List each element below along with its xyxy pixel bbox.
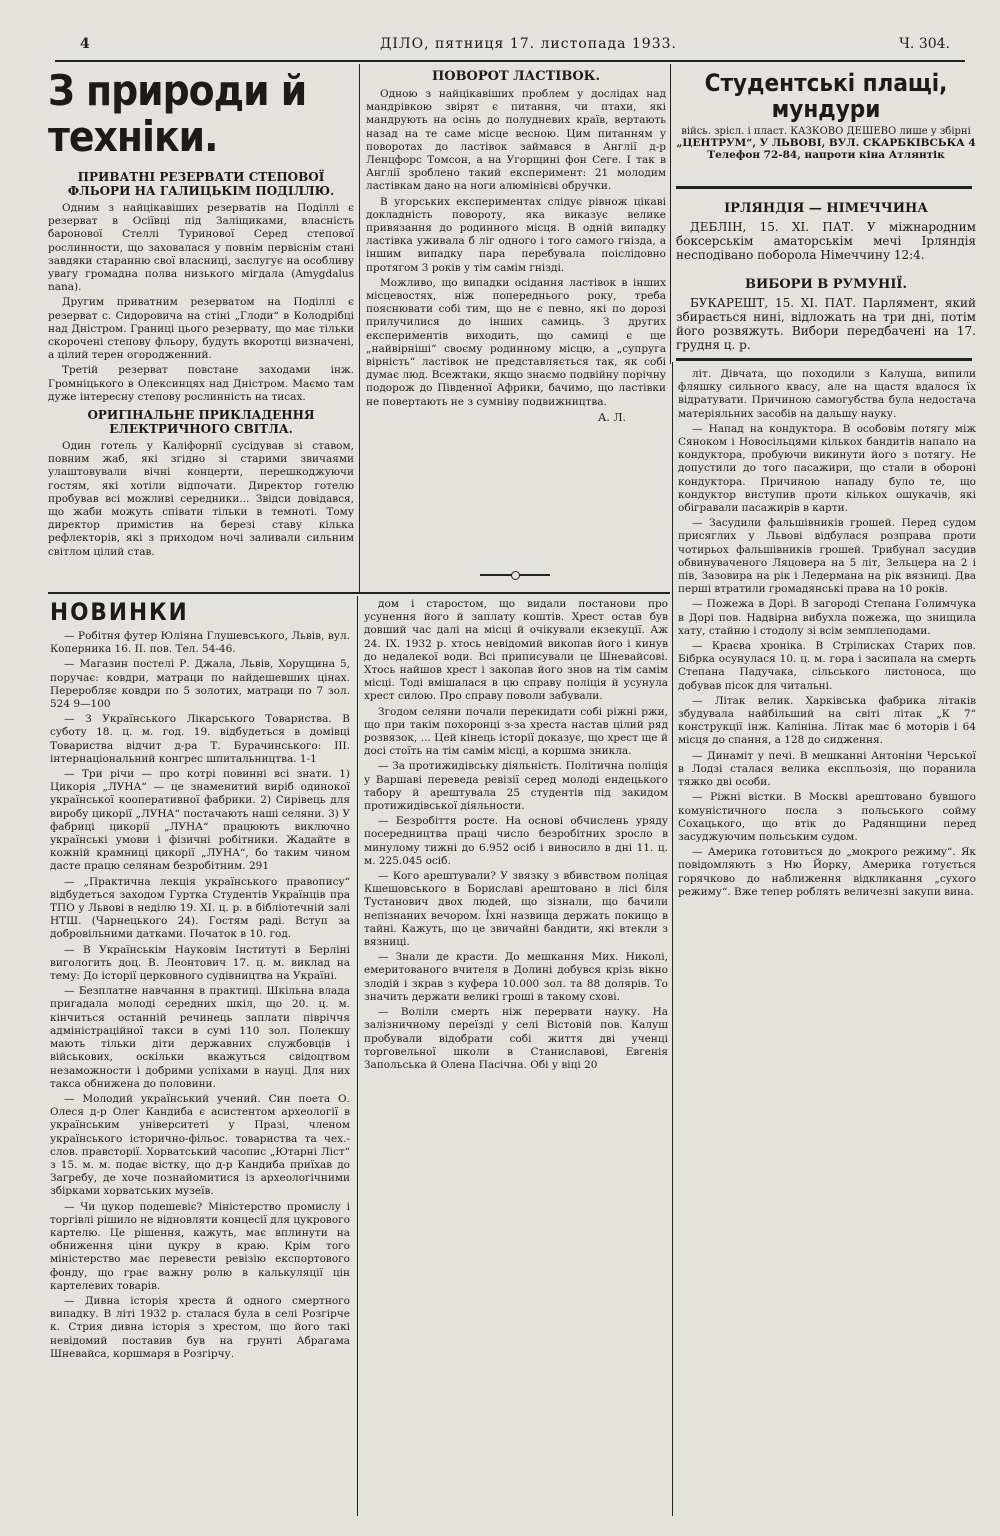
column-rule (359, 64, 360, 592)
section-rule (676, 186, 972, 189)
news-text: БУКАРЕШТ, 15. XI. ПАТ. Парлямент, який збирається нині, відложать на три дні, потім його розвяжуть. Вибори передбачені на 17. грудня ц. р. (676, 296, 976, 352)
news-item: Згодом селяни почали перекидати собі ріжні ржи, що при такім похоронці з-за хреста настав цілий ряд розвязок, ... Цей кінець історії доказує, що хрест ще й досі стоїть на тім самім місці, а коршма зникла. (364, 705, 668, 758)
article-paragraph: Одним з найцікавіших резерватів на Поділлі є резерват в Осіївці під Заліщиками, власність баронової Стеллі Туринової Серед степової рослинности, що заховалася у повнім первіснім стані завдяки старанню свої власниці, заслугує на особливу увагу громадна полва низького мігдала (Amygdalus nana). (48, 202, 354, 294)
sports-news (676, 198, 976, 268)
masthead-date: ДІЛО, пятниця 17. листопада 1933. (380, 36, 677, 52)
news-item: — Літак велик. Харківська фабрика літаків збудувала найбільший на світі літак „К 7“ конструкції інж. Калініна. Літак має 6 моторів і 64 місця до спання, а 128 до сидження. (678, 694, 976, 747)
news-item: — Воліли смерть ніж перервати науку. На залізничному переїзді у селі Вістовій пов. Калуш пробували відобрати собі життя дві ученці торговельної школи в Станиславові, Евгенія Запольська й Олена Пасічна. Обі у віці 20 (364, 1006, 668, 1071)
advertisement (676, 70, 976, 190)
column-rule (672, 362, 673, 1516)
ad-line: „ЦЕНТРУМ“, У ЛЬВОВІ, ВУЛ. СКАРБКІВСЬКА 4 (676, 137, 976, 149)
news-title: НОВИНКИ (50, 598, 189, 626)
news-item: — В Українськім Науковім Інституті в Берліні вигологить доц. В. Леонтович 17. ц. м. виклад на тему: До історії церковного судівництва на Україні. (50, 943, 350, 983)
news-item: літ. Дівчата, що походили з Калуша, випили фляшку сильного квасу, але на щастя вдалося їх відратувати. Причиною самогубства була недостача матеріяльних засобів на дальшу науку. (678, 368, 976, 420)
section-rule (676, 358, 972, 361)
news-item: — Пожежа в Дорі. В загороді Степана Голимчука в Дорі пов. Надвірна вибухла пожежа, що знищила хату, стайню і стодолу зі всім земплеподами. (678, 598, 976, 637)
swallows-article (366, 66, 666, 586)
news-item: — Робітня футер Юліяна Глушевського, Львів, вул. Коперника 16. II. пов. Тел. 54-46. (50, 630, 350, 656)
news-item: дом і старостом, що видали постанови про усунення його й заплату коштів. Хрест остав був довший час далі на місці й очікували екзекуції. Аж 24. IX. 1932 р. хтось невідомий викопав його і кинув до недалекої води. Всі приписували це Шневайсові. Хтось найшов хрест і закопав його знов на тім самім місці. Тоді вмішалася в цю справу поліція й усунула хрест силою. Про справу поволи забували. (364, 598, 668, 703)
news-item: — Безробіття росте. На основі обчислень уряду посередництва праці число безробітних зросло в минулому тижні до 6.952 осіб і виносило в дні 11. ц. м. 225.045 осіб. (364, 815, 668, 867)
news-text: ДЕБЛІН, 15. XI. ПАТ. У міжнародним боксерськім аматорськім мечі Ірляндія несподівано поборола Німеччину 12:4. (676, 220, 976, 262)
news-column-1 (50, 630, 350, 1510)
news-item: — „Практична лекція українського правопису“ відбудеться заходом Гуртка Студентів Українців пра ТПО у Львові в неділю 19. XI. ц. р. в бібліотечній залі НТШ. (Чарнецького 24). Гостям раді. Вступ за добровільними датками. Початок в 10. год. (50, 875, 350, 941)
ad-line: війсь. зрісл. і пласт. КАЗКОВО ДЕШЕВО лише у збірні (681, 126, 971, 137)
news-heading (50, 598, 340, 628)
article-paragraph: Другим приватним резерватом на Поділлі є резерват с. Сидоровича на стіні „Глоди“ в Колодрібці над Дністром. Границі цього резервату, що має тільки скорочені степову фльору, будуть вкоротці визначені, а цілий терен огородженний. (48, 296, 354, 362)
news-item: — Дивна історія хреста й одного смертного випадку. В літі 1932 р. сталася була в селі Розгірче к. Стрия дивна історія з хрестом, що його такі невідомий поставив був на грунті Абрагама Шневайса, коршмаря в Розгірчу. (50, 1294, 350, 1360)
news-item: — За протижидівську діяльність. Політична поліція у Варшаві переведа ревізії серед молоді ендецького табору й арештувала 25 студентів під закидом протижидівської діяльности. (364, 760, 668, 813)
section-rule (48, 592, 670, 594)
news-item: — Америка готовиться до „мокрого режиму“. Як повідомляють з Ню Йорку, Америка готується горячково до наближення відкликання „сухого режиму“. Вже тепер роблять величезні закупи вина. (678, 846, 976, 898)
news-item: — З Українського Лікарського Товариства. В суботу 18. ц. м. год. 19. відбудеться в домівці Товариства відчит д-ра Т. Бурачинського: ІІІ. інтернаціональний конгрес шпитальництва. 1-1 (50, 713, 350, 765)
news-item: — Знали де красти. До мешкання Мих. Николі, емеритованого вчителя в Долині добувся крізь вікно злодій і зкрав з куфера 10.000 зол. та 88 долярів. То значить держати великі гроші в такому схові. (364, 951, 668, 1003)
news-item: — Кого арештували? У звязку з вбивством поліцая Кшешовського в Бориславі арештовано в лісі біля Тустанович двох людей, що зізнали, що бачили непізнаних вечором. Їхні назвища держать покищо в тайні. Кажуть, що це звичайні бандити, які втекли з вязниці. (364, 870, 668, 949)
news-item: — Магазин постелі Р. Джала, Львів, Хорущина 5, поручає: ковдри, матраци по найдешевших цінах. Переробляє ковдри по 5 золотих, матраци по 7 зол. 524 9—100 (50, 658, 350, 711)
article-title: ПОВОРОТ ЛАСТІВОК. (431, 69, 601, 84)
ad-line: Телефон 72-84, напроти кіна Атлянтік (707, 149, 945, 161)
news-title: ІРЛЯНДІЯ — НІМЕЧЧИНА (724, 201, 928, 216)
nature-section (48, 68, 354, 588)
news-item: — Краєва хроніка. В Стрілисках Старих пов. Бібрка осунулася 10. ц. м. гора і засипала на смерть Степана Падучака, сільського листоноса, що добував пісок для читальні. (678, 640, 976, 692)
end-ornament (480, 570, 550, 580)
column-rule (357, 596, 358, 1516)
romania-news (676, 274, 976, 354)
article-paragraph: В угорських експериментах слідує рівнож цікаві докладність повороту, яка виказує велике привязання до родинного місця. В одній випадку ластівка уживала б ліг одного і того самого гнізда, а іншим випадку пара перебувала поіслідовно протягом 3 років у тім самім гнізді. (366, 195, 666, 274)
ad-title: Студентські плащі, мундури (704, 70, 948, 123)
section-title: З природи й техніки. (48, 68, 307, 161)
masthead (60, 36, 960, 56)
news-column-2 (364, 598, 668, 1510)
author-sign: А. Л. (598, 410, 626, 424)
article-paragraph: Можливо, що випадки осідання ластівок в інших місцевостях, ніж попереднього року, треба пояснювати собі тим, що не є певно, які по дорозі прилучилися до інших самиць. З других експериментів виходить, що самиці є ще „найвірніші“ своєму родинному місцю, а „супруга вірність“ ластівок не представляється так, як собі думає люд. Всежтаки, якщо знаємо подвійну порічну подорож до Південної Африки, бачимо, що ластівки не повертають не з сумніву подвижництва. (366, 276, 666, 408)
masthead-rule (55, 60, 965, 62)
article-paragraph: Одною з найцікавіших проблем у дослідах над мандрівкою звірят є питання, чи птахи, які мандрують на осінь до полудневих країв, вертають назад на те саме місце весною. Цим питанням у поворотах до ластівок займався в Англії д-р Ленцфорс Томсон, а на Угорщині фон Сеге. І так в Англії зроблено такий експеримент: 21 молодим ластівкам дано на ноги алюмінієві обручки. (366, 88, 666, 193)
news-item: — Молодий український учений. Син поета О. Олеся д-р Олег Кандиба є асистентом археології в українським університеті у Празі, членом українського історично-фільос. товариства та чех.-слов. правсторії. Хорватський часопис „Ютарні Ліст“ з 15. м. м. подає вістку, що д-р Кандиба приїхав до Загребу, де хоче познайомитися із археологічними збірками хорватських музеїв. (50, 1092, 350, 1198)
issue-number: Ч. 304. (899, 36, 950, 52)
page-number: 4 (80, 36, 90, 52)
news-item: — Ріжні вістки. В Москві арештовано бувшого комуністичного посла з польського сойму Сохацького, що втік до Радянщини перед засуджуючим польським судом. (678, 791, 976, 843)
news-item: — Безплатне навчання в практиці. Шкільна влада пригадала молоді середних шкіл, що 20. ц. м. кінчиться останній речинець заплати півріччя адміністраційної такси в сумі 110 зол. Полекшу мають тільки діти державних службовців і військових, оскільки вкажуться свідоцтвом незаможности і добрими успіхами в науці. Для них такса обнижена до половини. (50, 985, 350, 1090)
column-rule (670, 64, 671, 364)
article-paragraph: Один готель у Каліфорнії сусідував зі ставом, повним жаб, які згідно зі старими звичаями улаштовували вічні концерти, перешкоджуючи гостям, які хотіли відпочати. Директор готелю пробував всі можливі середники... Звідси довідався, що жаби можуть співати тільки в темноті. Тому директор примістив на березі ставу кілька рефлекторів, які з приходом ночі заливали сильним світлом цілий став. (48, 440, 354, 558)
news-column-3 (678, 368, 976, 1510)
news-item: — Засудили фальшівників грошей. Перед судом присяглих у Львові відбулася розправа проти чотирьох фальшівників грошей. Трибунал засудив обвинуваченого Ляцовера на 5 літ, Зельцера на 2 і пів, Зазовира на рік і Ледермана на рік вязниці. Два перші втратили громадянські права на 10 років. (678, 517, 976, 596)
news-item: — Динаміт у печі. В мешканні Антоніни Черської в Лодзі сталася велика експльозія, що поранила тяжко дві особи. (678, 749, 976, 789)
news-item: — Напад на кондуктора. В особовім потягу між Сяноком і Новосільцями кількох бандитів напало на кондуктора, пробуючи викинути його з потягу. Не допустили до того пасажири, що стали в обороні кондуктора. Причиною нападу було те, що кондуктор виступив проти кількох ошукачів, які обігравали пасажирів в карти. (678, 422, 976, 515)
news-title: ВИБОРИ В РУМУНІЇ. (744, 277, 908, 292)
news-item: — Чи цукор подешевіє? Міністерство промислу і торгівлі рішило не відновляти концесії для цукрового картелю. Це рішення, кажуть, має вплинути на обниження ціни цукру в краю. Крім того міністерство має перевести ревізію експортового фонду, що грає важну ролю в калькуляції цін картелевих товарів. (50, 1200, 350, 1292)
article-title: ПРИВАТНІ РЕЗЕРВАТИ СТЕПОВОЇ ФЛЬОРИ НА ГАЛИЦЬКІМ ПОДІЛЛЮ. (67, 170, 335, 198)
article-paragraph: Третій резерват повстане заходами інж. Громніцького в Олексинцях над Дністром. Маємо там дуже інтересну степову рослинність на тисах. (48, 364, 354, 403)
news-item: — Три річи — про котрі повинні всі знати. 1) Цикорія „ЛУНА“ — це знаменитий виріб одинокої української кооперативної фабрики. 2) Сирівець для виробу цикорії „ЛУНА“ постачають наші селяни. 3) У фабриці цикорії „ЛУНА“ працюють виключно українські умови і фізичні робітники. Жадайте в кожній крамниці цикорії „ЛУНА“, бо таким чином дасте працю селянам безробітним. 291 (50, 768, 350, 873)
article-title: ОРИГІНАЛЬНЕ ПРИКЛАДЕННЯ ЕЛЕКТРИЧНОГО СВІТЛА. (87, 408, 315, 437)
